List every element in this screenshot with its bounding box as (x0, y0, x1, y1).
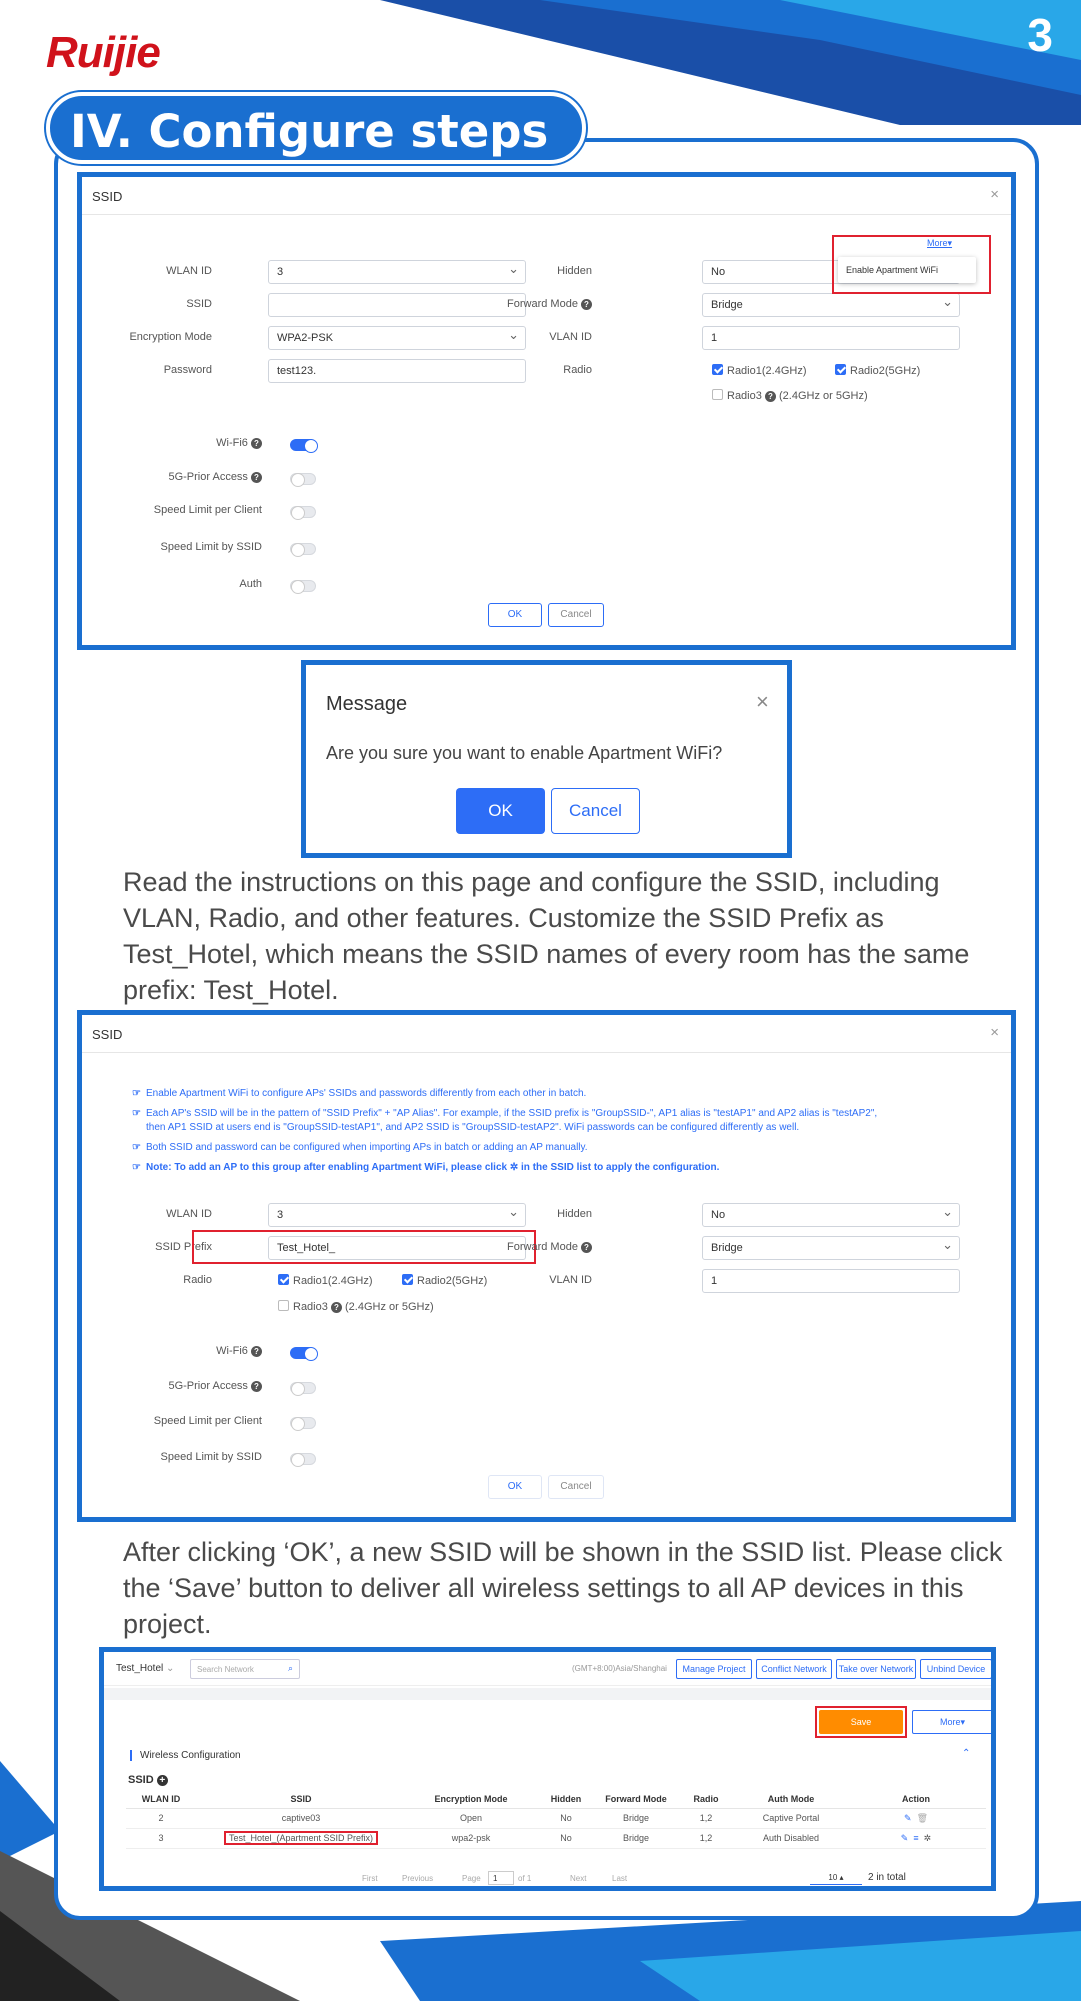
tip-text: Note: To add an AP to this group after enabling Apartment WiFi, please click (146, 1162, 508, 1173)
cell-auth-mode: Auth Disabled (736, 1828, 846, 1848)
checkbox-checked-icon (278, 1274, 289, 1285)
password-label: Password (163, 364, 212, 376)
tab-take-over-network[interactable]: Take over Network (836, 1659, 916, 1679)
wifi6-toggle[interactable] (290, 439, 316, 451)
help-icon: ? (765, 391, 776, 402)
ssid-prefix-input[interactable]: Test_Hotel_ (268, 1236, 526, 1260)
cell-encryption: Open (406, 1808, 536, 1828)
cell-action (846, 1828, 986, 1848)
encryption-select[interactable]: WPA2-PSK ⌄ (268, 326, 526, 350)
forward-mode-label (482, 298, 592, 310)
radio3-label: Radio3 (293, 1301, 328, 1313)
forward-mode-text: Forward Mode (507, 1241, 578, 1253)
ssid-prefix-label: SSID Prefix (155, 1241, 212, 1253)
forward-mode-select[interactable]: Bridge ⌄ (702, 293, 960, 317)
col-forward-mode: Forward Mode (596, 1790, 676, 1808)
prior-5g-label (102, 1380, 262, 1392)
help-icon: ? (251, 1381, 262, 1392)
auth-toggle[interactable] (290, 580, 316, 592)
forward-mode-select[interactable]: Bridge ⌄ (702, 1236, 960, 1260)
ok-button[interactable]: OK (488, 1475, 542, 1499)
wlan-id-label: WLAN ID (166, 265, 212, 277)
table-row (126, 1808, 986, 1828)
vlan-id-input[interactable]: 1 (702, 326, 960, 350)
ssid-label: SSID (186, 298, 212, 310)
speed-ssid-label: Speed Limit by SSID (160, 541, 262, 553)
radio1-checkbox[interactable] (278, 1274, 372, 1287)
wifi6-toggle[interactable] (290, 1347, 316, 1359)
tip-line (132, 1141, 877, 1155)
auth-label: Auth (239, 578, 262, 590)
previous-page-button[interactable]: Previous (402, 1874, 434, 1883)
tip-text: Each AP's SSID will be in the pattern of "SSID Prefix" + "AP Alias". For example, if the SSID prefix is "GroupSSID-", AP1 alias is "testAP1" and AP2 alias is "testAP2", (146, 1108, 878, 1119)
chevron-down-icon: ⌄ (166, 1663, 175, 1674)
top-bar (104, 1652, 996, 1686)
radio3-checkbox[interactable] (712, 389, 868, 402)
cell-forward-mode: Bridge (596, 1828, 676, 1848)
hidden-label: Hidden (557, 265, 592, 277)
col-encryption: Encryption Mode (406, 1790, 536, 1808)
radio3-note: (2.4GHz or 5GHz) (778, 390, 868, 402)
col-auth-mode: Auth Mode (736, 1790, 846, 1808)
page-label: Page (462, 1874, 481, 1883)
toolbar-strip (104, 1688, 996, 1700)
radio-label: Radio (563, 364, 592, 376)
page-number: 3 (1027, 9, 1053, 61)
radio1-label: Radio1(2.4GHz) (727, 365, 807, 377)
cell-wlan-id: 3 (126, 1828, 196, 1848)
ssid-prefix-highlight: Test_Hotel_(Apartment SSID Prefix) (224, 1831, 378, 1845)
wifi6-label (122, 437, 262, 449)
help-icon: ? (251, 1346, 262, 1357)
radio2-label: Radio2(5GHz) (850, 365, 921, 377)
col-radio: Radio (676, 1790, 736, 1808)
col-ssid: SSID (196, 1790, 406, 1808)
edit-icon[interactable]: ✎ (904, 1812, 912, 1823)
wifi6-label (122, 1345, 262, 1357)
hidden-label: Hidden (557, 1208, 592, 1220)
radio1-label: Radio1(2.4GHz) (293, 1275, 373, 1287)
wlan-id-select[interactable]: 3 ⌄ (268, 1203, 526, 1227)
speed-client-toggle[interactable] (290, 1417, 316, 1429)
hidden-select[interactable]: No ⌄ (702, 260, 960, 284)
prior-5g-text: 5G-Prior Access (168, 1380, 248, 1392)
cell-hidden: No (536, 1828, 596, 1848)
col-action: Action (846, 1790, 986, 1808)
gear-icon[interactable]: ✲ (923, 1832, 932, 1843)
radio2-checkbox[interactable] (835, 364, 920, 377)
ssid-heading (128, 1774, 168, 1786)
dialog-header (82, 177, 1011, 215)
cell-encryption: wpa2-psk (406, 1828, 536, 1848)
dialog-title: SSID (92, 189, 123, 204)
total-count: 2 in total (868, 1872, 906, 1883)
cell-auth-mode: Captive Portal (736, 1808, 846, 1828)
first-page-button[interactable]: First (362, 1874, 378, 1883)
speed-ssid-toggle[interactable] (290, 543, 316, 555)
more-button[interactable]: More▾ (912, 1710, 993, 1734)
section-title: IV. Configure steps (46, 92, 586, 164)
ssid-dialog-screenshot-1 (77, 172, 1016, 650)
instruction-paragraph-2: After clicking ‘OK’, a new SSID will be shown in the SSID list. Please click the ‘Save’ button to deliver all wireless settings to all AP devices in this project. (123, 1537, 1003, 1639)
close-icon[interactable]: × (990, 1024, 999, 1041)
speed-client-label: Speed Limit per Client (153, 1415, 262, 1427)
radio2-label: Radio2(5GHz) (417, 1275, 488, 1287)
cell-radio: 1,2 (676, 1808, 736, 1828)
apartment-wifi-tips (132, 1087, 877, 1175)
next-page-button[interactable]: Next (570, 1874, 587, 1883)
col-hidden: Hidden (536, 1790, 596, 1808)
speed-ssid-toggle[interactable] (290, 1453, 316, 1465)
ruijie-logo: Ruijie (46, 28, 160, 77)
search-input[interactable] (190, 1659, 300, 1679)
checkbox-checked-icon (835, 364, 846, 375)
checkbox-checked-icon (712, 364, 723, 375)
add-circle-icon[interactable]: + (157, 1775, 168, 1786)
prior-5g-label (102, 471, 262, 483)
vlan-id-label: VLAN ID (549, 1274, 592, 1286)
tab-manage-project[interactable]: Manage Project (676, 1659, 752, 1679)
table-header-row (126, 1790, 986, 1808)
message-dialog-screenshot (301, 660, 792, 858)
help-icon: ? (581, 299, 592, 310)
search-placeholder: Search Network (197, 1665, 254, 1674)
radio1-checkbox[interactable] (712, 364, 806, 377)
tab-unbind-device[interactable]: Unbind Device (920, 1659, 992, 1679)
vlan-id-label: VLAN ID (549, 331, 592, 343)
project-selector[interactable] (116, 1663, 174, 1674)
page-count: of 1 (518, 1874, 532, 1883)
project-name: Test_Hotel (116, 1663, 164, 1674)
pointer-hand-icon: ☞ (132, 1142, 141, 1153)
wifi6-text: Wi-Fi6 (216, 1345, 248, 1357)
tip-line (132, 1087, 877, 1101)
more-link[interactable]: More▾ (927, 238, 953, 248)
tip-line (132, 1161, 877, 1175)
cell-hidden: No (536, 1808, 596, 1828)
ok-button[interactable]: OK (488, 603, 542, 627)
ssid-heading-text: SSID (128, 1774, 154, 1786)
cell-action (846, 1808, 986, 1828)
radio-label: Radio (183, 1274, 212, 1286)
collapse-icon[interactable]: ⌃ (962, 1748, 971, 1759)
password-input[interactable]: test123. (268, 359, 526, 383)
speed-ssid-label: Speed Limit by SSID (160, 1451, 262, 1463)
cancel-button[interactable]: Cancel (548, 603, 604, 627)
instruction-paragraph-1: Read the instructions on this page and configure the SSID, including VLAN, Radio, and other features. Customize the SSID Prefix as Test_Hotel, which means the SSID names of every room has the same prefix: Test_Hotel. (123, 867, 970, 1005)
search-icon: ⌕ (287, 1663, 293, 1673)
cell-ssid (196, 1828, 406, 1848)
edit-icon[interactable]: ✎ (900, 1832, 909, 1843)
hidden-select[interactable]: No ⌄ (702, 1203, 960, 1227)
vlan-id-input[interactable]: 1 (702, 1269, 960, 1293)
tip-text: Enable Apartment WiFi to configure APs' SSIDs and passwords differently from each other in batch. (146, 1088, 587, 1099)
cell-forward-mode: Bridge (596, 1808, 676, 1828)
pointer-hand-icon: ☞ (132, 1108, 141, 1119)
checkbox-checked-icon (402, 1274, 413, 1285)
cancel-button[interactable]: Cancel (551, 788, 640, 834)
tip-text: Both SSID and password can be configured when importing APs in batch or adding an AP manually. (146, 1142, 588, 1153)
col-wlan-id: WLAN ID (126, 1790, 196, 1808)
cell-radio: 1,2 (676, 1828, 736, 1848)
page-size-value: 10 (828, 1873, 838, 1882)
wlan-id-label: WLAN ID (166, 1208, 212, 1220)
cancel-button[interactable]: Cancel (548, 1475, 604, 1499)
speed-client-label: Speed Limit per Client (153, 504, 262, 516)
forward-mode-text: Forward Mode (507, 298, 578, 310)
dialog-header (82, 1015, 1011, 1053)
prior-5g-text: 5G-Prior Access (168, 471, 248, 483)
dialog-title: SSID (92, 1027, 123, 1042)
save-button[interactable]: Save (819, 1710, 903, 1734)
help-icon: ? (251, 472, 262, 483)
message-title: Message (326, 693, 408, 715)
page-input[interactable]: 1 (488, 1871, 514, 1885)
tab-conflict-network[interactable]: Conflict Network (756, 1659, 832, 1679)
ssid-table (126, 1790, 986, 1849)
list-icon[interactable]: ≡ (913, 1832, 919, 1843)
pointer-hand-icon: ☞ (132, 1162, 141, 1173)
ok-button[interactable]: OK (456, 788, 545, 834)
radio3-checkbox[interactable] (278, 1300, 434, 1313)
encryption-label: Encryption Mode (129, 331, 212, 343)
tip-line (132, 1107, 877, 1121)
page-size-select[interactable]: 10 ▴ (810, 1871, 862, 1885)
close-icon[interactable]: × (756, 689, 769, 714)
tip-text: then AP1 SSID at users end is "GroupSSID-testAP1", and AP2 SSID is "GroupSSID-testAP2". WiFi passwords can be configured differently as well. (146, 1122, 800, 1133)
cell-ssid: captive03 (196, 1808, 406, 1828)
gear-icon: ✲ (509, 1162, 519, 1173)
wlan-id-select[interactable]: 3 ⌄ (268, 260, 526, 284)
forward-mode-label (482, 1241, 592, 1253)
cell-wlan-id: 2 (126, 1808, 196, 1828)
ssid-list-screenshot (99, 1647, 996, 1891)
tip-text: in the SSID list to apply the configuration. (521, 1162, 720, 1173)
timezone-label: (GMT+8:00)Asia/Shanghai (572, 1664, 667, 1673)
table-row (126, 1828, 986, 1848)
help-icon: ? (331, 1302, 342, 1313)
close-icon[interactable]: × (990, 186, 999, 203)
radio2-checkbox[interactable] (402, 1274, 487, 1287)
speed-client-toggle[interactable] (290, 506, 316, 518)
pointer-hand-icon: ☞ (132, 1088, 141, 1099)
prior-5g-toggle[interactable] (290, 1382, 316, 1394)
message-text: Are you sure you want to enable Apartment WiFi? (326, 743, 723, 763)
delete-icon[interactable]: 🗑 (916, 1812, 928, 1823)
last-page-button[interactable]: Last (612, 1874, 628, 1883)
help-icon: ? (581, 1242, 592, 1253)
checkbox-empty-icon (712, 389, 723, 400)
highlight-box (815, 1706, 907, 1738)
ssid-dialog-screenshot-2 (77, 1010, 1016, 1522)
radio3-note: (2.4GHz or 5GHz) (344, 1301, 434, 1313)
checkbox-empty-icon (278, 1300, 289, 1311)
highlight-box (832, 235, 991, 294)
prior-5g-toggle[interactable] (290, 473, 316, 485)
help-icon: ? (251, 438, 262, 449)
radio3-label: Radio3 (727, 390, 762, 402)
tip-line (132, 1121, 877, 1135)
enable-apartment-wifi-item[interactable]: Enable Apartment WiFi (846, 265, 939, 275)
wifi6-text: Wi-Fi6 (216, 437, 248, 449)
section-title: Wireless Configuration (130, 1750, 241, 1761)
